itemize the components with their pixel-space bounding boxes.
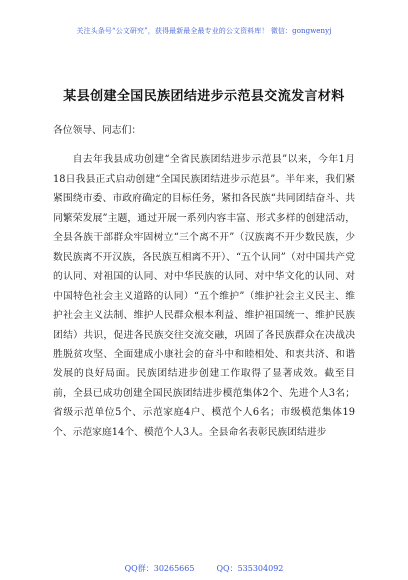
body-paragraph: 自去年我县成功创建“全省民族团结进步示范县”以来，今年1月18日我县正式启动创建“全国民族团结进步示范县”。半年来，我们紧紧围绕市委、市政府确定的目标任务，紧扣各民族“共同团结奋斗、共同繁荣发展”主题，通过开展一系列内容丰富、形式多样的创建活动，全县各族干部群众牢固树立“三个离不开”（汉族离不开少数民族，少数民族离不开汉族，各民族互相离不开）、“五个认同”（对中国共产党的认同、对祖国的认同、对中华民族的认同、对中华文化的认同、对中国特色社会主义道路的认同）“五个维护”（维护社会主义民主、维护社会主义法制、维护人民群众根本利益、维护祖国统一、维护民族团结）共识，促进各民族交往交流交融，巩固了各民族群众在决战决胜脱贫攻坚、全面建成小康社会的奋斗中和睦相处、和衷共济、和谐发展的良好局面。民族团结进步创建工作取得了显著成效。截至目前，全县已成功创建全国民族团结进步模范集体2个、先进个人3名；省级示范单位5个、示范家庭4户、模范个人6名；市级模范集体19个、示范家庭14个、模范个人3人。全县命名表彰民族团结进步 — [53, 154, 355, 438]
document-body — [53, 121, 355, 442]
document-title: 某县创建全国民族团结进步示范县交流发言材料 — [63, 89, 345, 104]
footer-qq-number: QQ：535304092 — [216, 564, 284, 573]
greeting-line: 各位领导、同志们： — [53, 125, 142, 136]
header-promo-note: 关注头条号“公文研究”，获得最新最全最专业的公文资料库！ 微信：gongwenyj — [76, 27, 332, 35]
footer-contact — [0, 563, 408, 574]
footer-qq-group: QQ群：30265665 — [124, 564, 195, 573]
